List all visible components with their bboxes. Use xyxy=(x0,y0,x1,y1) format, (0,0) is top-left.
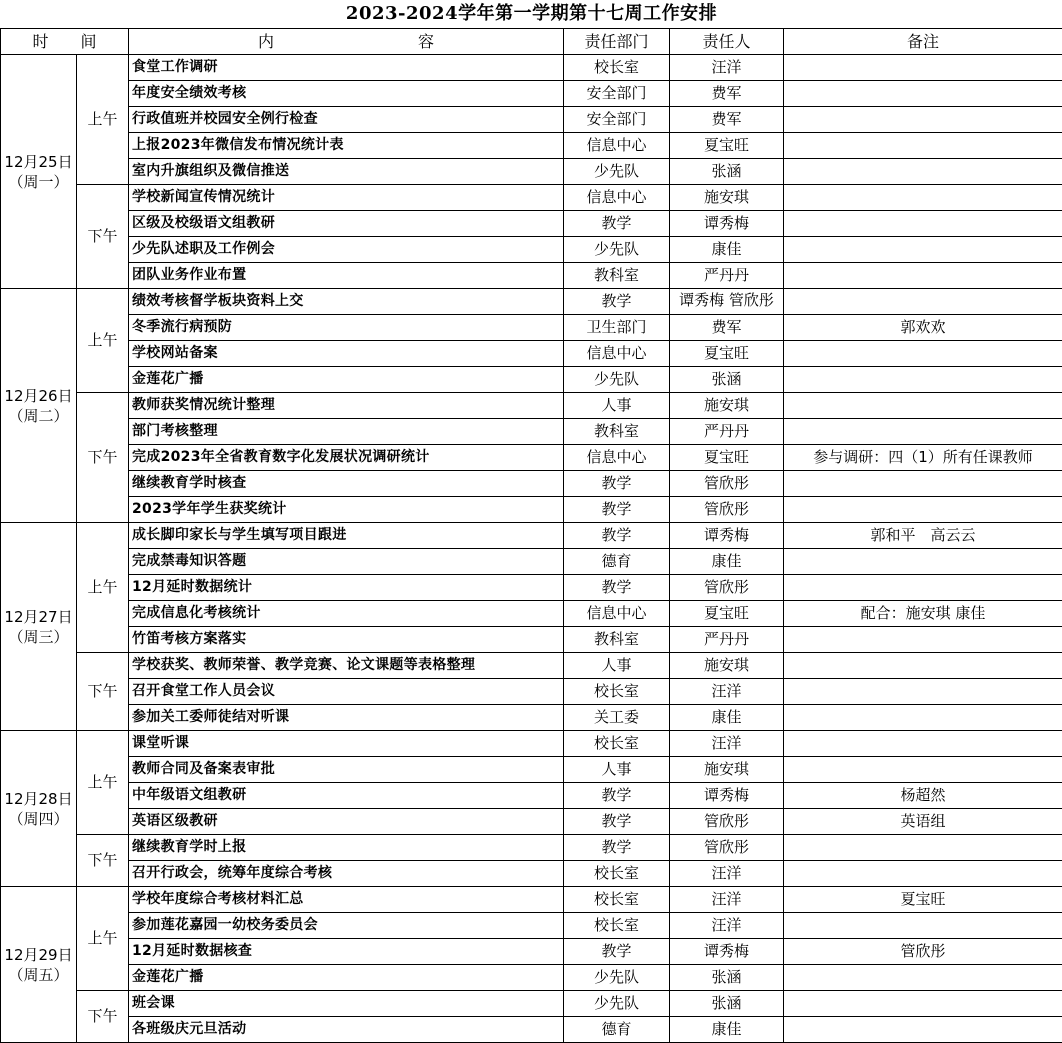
task-content: 金莲花广播 xyxy=(129,367,564,393)
task-dept: 校长室 xyxy=(564,913,670,939)
task-note xyxy=(784,289,1062,315)
table-row xyxy=(1,783,1062,809)
day-date: 12月26日 xyxy=(1,386,76,406)
task-person xyxy=(670,393,784,419)
task-person-text: 费军 xyxy=(711,110,741,128)
task-person xyxy=(670,887,784,913)
task-content: 继续教育学时上报 xyxy=(129,835,564,861)
task-person xyxy=(670,549,784,575)
table-row xyxy=(1,289,1062,315)
task-person-text: 管欣彤 xyxy=(704,812,749,830)
task-dept: 少先队 xyxy=(564,965,670,991)
task-person-text: 汪洋 xyxy=(711,864,741,882)
period-label: 下午 xyxy=(77,393,129,523)
task-person-text: 夏宝旺 xyxy=(704,604,749,622)
header-time: 时 间 xyxy=(1,29,129,55)
task-person xyxy=(670,263,784,289)
table-row xyxy=(1,211,1062,237)
task-content: 参加莲花嘉园一幼校务委员会 xyxy=(129,913,564,939)
task-person xyxy=(670,653,784,679)
period-label: 上午 xyxy=(77,55,129,185)
task-dept: 教学 xyxy=(564,523,670,549)
table-row xyxy=(1,653,1062,679)
day-weekday: （周一） xyxy=(1,172,76,192)
task-person-text: 谭秀梅 xyxy=(704,786,749,804)
task-content: 竹笛考核方案落实 xyxy=(129,627,564,653)
task-person xyxy=(670,289,784,315)
task-person-text: 施安琪 xyxy=(704,760,749,778)
table-row xyxy=(1,471,1062,497)
task-note xyxy=(784,133,1062,159)
task-dept: 教学 xyxy=(564,939,670,965)
task-person xyxy=(670,445,784,471)
task-person-text: 张涵 xyxy=(711,994,741,1012)
day-weekday: （周五） xyxy=(1,965,76,985)
task-person-text: 施安琪 xyxy=(704,188,749,206)
task-content: 继续教育学时核查 xyxy=(129,471,564,497)
task-person-text: 谭秀梅 管欣彤 xyxy=(670,291,783,309)
task-note xyxy=(784,913,1062,939)
task-content: 12月延时数据核查 xyxy=(129,939,564,965)
task-note xyxy=(784,549,1062,575)
task-content: 完成禁毒知识答题 xyxy=(129,549,564,575)
task-content: 冬季流行病预防 xyxy=(129,315,564,341)
period-label: 下午 xyxy=(77,991,129,1043)
task-person xyxy=(670,705,784,731)
task-person-text: 管欣彤 xyxy=(704,578,749,596)
task-content: 绩效考核督学板块资料上交 xyxy=(129,289,564,315)
table-row xyxy=(1,601,1062,627)
task-dept: 人事 xyxy=(564,757,670,783)
table-row xyxy=(1,731,1062,757)
task-person-text: 汪洋 xyxy=(711,58,741,76)
task-person xyxy=(670,367,784,393)
day-cell xyxy=(1,55,77,289)
task-note xyxy=(784,653,1062,679)
day-weekday: （周四） xyxy=(1,809,76,829)
task-person xyxy=(670,809,784,835)
table-row xyxy=(1,523,1062,549)
task-dept: 教科室 xyxy=(564,263,670,289)
table-row xyxy=(1,107,1062,133)
task-person xyxy=(670,55,784,81)
table-row xyxy=(1,679,1062,705)
task-person xyxy=(670,315,784,341)
table-row xyxy=(1,809,1062,835)
task-content: 食堂工作调研 xyxy=(129,55,564,81)
task-note xyxy=(784,263,1062,289)
task-content: 课堂听课 xyxy=(129,731,564,757)
task-person xyxy=(670,211,784,237)
day-weekday: （周三） xyxy=(1,627,76,647)
task-dept: 安全部门 xyxy=(564,81,670,107)
task-note: 管欣彤 xyxy=(784,939,1062,965)
task-person xyxy=(670,627,784,653)
task-person-text: 康佳 xyxy=(711,240,741,258)
table-row xyxy=(1,887,1062,913)
task-dept: 少先队 xyxy=(564,367,670,393)
task-person-text: 施安琪 xyxy=(704,656,749,674)
task-dept: 人事 xyxy=(564,393,670,419)
table-row xyxy=(1,393,1062,419)
task-dept: 教科室 xyxy=(564,627,670,653)
task-content: 班会课 xyxy=(129,991,564,1017)
task-person-text: 张涵 xyxy=(711,370,741,388)
task-dept: 少先队 xyxy=(564,237,670,263)
day-date: 12月29日 xyxy=(1,945,76,965)
task-note xyxy=(784,835,1062,861)
task-person-text: 严丹丹 xyxy=(704,266,749,284)
table-row xyxy=(1,81,1062,107)
task-note xyxy=(784,419,1062,445)
day-cell xyxy=(1,731,77,887)
task-dept: 教学 xyxy=(564,289,670,315)
task-person-text: 费军 xyxy=(711,318,741,336)
day-date: 12月28日 xyxy=(1,789,76,809)
task-dept: 少先队 xyxy=(564,159,670,185)
task-note xyxy=(784,679,1062,705)
task-dept: 德育 xyxy=(564,1017,670,1043)
task-person-text: 管欣彤 xyxy=(704,838,749,856)
task-note xyxy=(784,471,1062,497)
task-note xyxy=(784,159,1062,185)
task-person xyxy=(670,783,784,809)
task-dept: 信息中心 xyxy=(564,601,670,627)
task-note: 英语组 xyxy=(784,809,1062,835)
task-note: 杨超然 xyxy=(784,783,1062,809)
task-note: 郭和平 高云云 xyxy=(784,523,1062,549)
task-person xyxy=(670,679,784,705)
task-note xyxy=(784,731,1062,757)
task-dept: 教学 xyxy=(564,471,670,497)
task-person-text: 谭秀梅 xyxy=(704,214,749,232)
header-note: 备注 xyxy=(784,29,1062,55)
task-note xyxy=(784,575,1062,601)
task-person xyxy=(670,133,784,159)
task-content: 室内升旗组织及微信推送 xyxy=(129,159,564,185)
table-row xyxy=(1,705,1062,731)
task-person-text: 施安琪 xyxy=(704,396,749,414)
period-label: 上午 xyxy=(77,731,129,835)
task-dept: 教学 xyxy=(564,211,670,237)
table-row xyxy=(1,237,1062,263)
table-row xyxy=(1,55,1062,81)
task-dept: 关工委 xyxy=(564,705,670,731)
period-label: 上午 xyxy=(77,523,129,653)
task-person-text: 夏宝旺 xyxy=(704,344,749,362)
task-content: 召开食堂工作人员会议 xyxy=(129,679,564,705)
task-dept: 教科室 xyxy=(564,419,670,445)
task-note: 夏宝旺 xyxy=(784,887,1062,913)
table-row xyxy=(1,835,1062,861)
task-dept: 教学 xyxy=(564,497,670,523)
task-content: 部门考核整理 xyxy=(129,419,564,445)
task-person xyxy=(670,835,784,861)
task-note xyxy=(784,237,1062,263)
task-person xyxy=(670,575,784,601)
task-person-text: 汪洋 xyxy=(711,890,741,908)
table-row xyxy=(1,1017,1062,1043)
table-row xyxy=(1,861,1062,887)
day-weekday: （周二） xyxy=(1,406,76,426)
task-person xyxy=(670,471,784,497)
task-person-text: 谭秀梅 xyxy=(704,942,749,960)
task-content: 参加关工委师徒结对听课 xyxy=(129,705,564,731)
task-note: 配合：施安琪 康佳 xyxy=(784,601,1062,627)
task-note xyxy=(784,341,1062,367)
task-person xyxy=(670,757,784,783)
table-row xyxy=(1,549,1062,575)
task-person-text: 严丹丹 xyxy=(704,422,749,440)
task-dept: 信息中心 xyxy=(564,185,670,211)
day-date: 12月27日 xyxy=(1,607,76,627)
task-person-text: 汪洋 xyxy=(711,682,741,700)
period-label: 下午 xyxy=(77,653,129,731)
task-content: 学校网站备案 xyxy=(129,341,564,367)
task-note xyxy=(784,81,1062,107)
table-row xyxy=(1,419,1062,445)
task-person-text: 管欣彤 xyxy=(704,474,749,492)
header-person: 责任人 xyxy=(670,29,784,55)
task-dept: 信息中心 xyxy=(564,341,670,367)
task-person-text: 张涵 xyxy=(711,968,741,986)
table-row xyxy=(1,575,1062,601)
task-content: 成长脚印家长与学生填写项目跟进 xyxy=(129,523,564,549)
table-row xyxy=(1,939,1062,965)
task-person-text: 管欣彤 xyxy=(704,500,749,518)
task-note xyxy=(784,393,1062,419)
task-note xyxy=(784,211,1062,237)
task-content: 教师合同及备案表审批 xyxy=(129,757,564,783)
table-row xyxy=(1,367,1062,393)
table-row xyxy=(1,913,1062,939)
task-note xyxy=(784,107,1062,133)
day-cell xyxy=(1,289,77,523)
header-content: 内 容 xyxy=(129,29,564,55)
task-dept: 校长室 xyxy=(564,861,670,887)
task-dept: 校长室 xyxy=(564,887,670,913)
task-content: 区级及校级语文组教研 xyxy=(129,211,564,237)
task-dept: 卫生部门 xyxy=(564,315,670,341)
task-person xyxy=(670,185,784,211)
task-content: 完成2023年全省教育数字化发展状况调研统计 xyxy=(129,445,564,471)
header-row xyxy=(1,29,1062,55)
task-content: 行政值班并校园安全例行检查 xyxy=(129,107,564,133)
task-note xyxy=(784,991,1062,1017)
task-note xyxy=(784,497,1062,523)
period-label: 下午 xyxy=(77,835,129,887)
task-person-text: 谭秀梅 xyxy=(704,526,749,544)
task-note xyxy=(784,757,1062,783)
task-person-text: 汪洋 xyxy=(711,916,741,934)
task-content: 2023学年学生获奖统计 xyxy=(129,497,564,523)
task-content: 年度安全绩效考核 xyxy=(129,81,564,107)
task-person xyxy=(670,341,784,367)
task-person-text: 张涵 xyxy=(711,162,741,180)
task-person-text: 严丹丹 xyxy=(704,630,749,648)
title-row xyxy=(1,0,1062,29)
task-dept: 教学 xyxy=(564,835,670,861)
table-row xyxy=(1,133,1062,159)
task-dept: 信息中心 xyxy=(564,445,670,471)
task-person xyxy=(670,965,784,991)
task-content: 学校获奖、教师荣誉、教学竞赛、论文课题等表格整理 xyxy=(129,653,564,679)
task-note xyxy=(784,627,1062,653)
table-row xyxy=(1,341,1062,367)
task-content: 12月延时数据统计 xyxy=(129,575,564,601)
task-person xyxy=(670,939,784,965)
task-person xyxy=(670,419,784,445)
task-person xyxy=(670,913,784,939)
header-dept: 责任部门 xyxy=(564,29,670,55)
task-note xyxy=(784,367,1062,393)
table-row xyxy=(1,965,1062,991)
task-person-text: 汪洋 xyxy=(711,734,741,752)
task-note xyxy=(784,705,1062,731)
table-row xyxy=(1,263,1062,289)
task-person-text: 康佳 xyxy=(711,1020,741,1038)
period-label: 上午 xyxy=(77,289,129,393)
task-content: 教师获奖情况统计整理 xyxy=(129,393,564,419)
task-content: 完成信息化考核统计 xyxy=(129,601,564,627)
task-person xyxy=(670,861,784,887)
task-content: 学校年度综合考核材料汇总 xyxy=(129,887,564,913)
task-note: 郭欢欢 xyxy=(784,315,1062,341)
day-cell xyxy=(1,887,77,1043)
task-person-text: 费军 xyxy=(711,84,741,102)
task-dept: 德育 xyxy=(564,549,670,575)
task-content: 团队业务作业布置 xyxy=(129,263,564,289)
task-person xyxy=(670,991,784,1017)
task-dept: 安全部门 xyxy=(564,107,670,133)
task-content: 学校新闻宣传情况统计 xyxy=(129,185,564,211)
task-note xyxy=(784,1017,1062,1043)
task-content: 英语区级教研 xyxy=(129,809,564,835)
table-row xyxy=(1,315,1062,341)
task-content: 各班级庆元旦活动 xyxy=(129,1017,564,1043)
task-person xyxy=(670,1017,784,1043)
page-title: 2023-2024学年第一学期第十七周工作安排 xyxy=(1,0,1062,29)
task-person xyxy=(670,107,784,133)
task-note xyxy=(784,55,1062,81)
task-dept: 校长室 xyxy=(564,731,670,757)
period-label: 上午 xyxy=(77,887,129,991)
task-dept: 少先队 xyxy=(564,991,670,1017)
task-note xyxy=(784,861,1062,887)
task-note xyxy=(784,185,1062,211)
task-dept: 人事 xyxy=(564,653,670,679)
task-person-text: 康佳 xyxy=(711,708,741,726)
task-dept: 校长室 xyxy=(564,679,670,705)
day-date: 12月25日 xyxy=(1,152,76,172)
task-content: 上报2023年微信发布情况统计表 xyxy=(129,133,564,159)
task-person xyxy=(670,731,784,757)
task-content: 金莲花广播 xyxy=(129,965,564,991)
task-content: 中年级语文组教研 xyxy=(129,783,564,809)
table-row xyxy=(1,185,1062,211)
task-dept: 教学 xyxy=(564,575,670,601)
task-person xyxy=(670,81,784,107)
task-person-text: 夏宝旺 xyxy=(704,448,749,466)
task-person xyxy=(670,159,784,185)
task-person-text: 夏宝旺 xyxy=(704,136,749,154)
task-content: 召开行政会，统筹年度综合考核 xyxy=(129,861,564,887)
task-note: 参与调研：四（1）所有任课教师 xyxy=(784,445,1062,471)
table-row xyxy=(1,445,1062,471)
task-person xyxy=(670,601,784,627)
table-row xyxy=(1,497,1062,523)
table-row xyxy=(1,627,1062,653)
task-person xyxy=(670,523,784,549)
table-row xyxy=(1,159,1062,185)
task-person xyxy=(670,237,784,263)
table-row xyxy=(1,991,1062,1017)
task-person-text: 康佳 xyxy=(711,552,741,570)
task-note xyxy=(784,965,1062,991)
table-row xyxy=(1,757,1062,783)
task-dept: 校长室 xyxy=(564,55,670,81)
day-cell xyxy=(1,523,77,731)
task-dept: 信息中心 xyxy=(564,133,670,159)
task-dept: 教学 xyxy=(564,809,670,835)
task-person xyxy=(670,497,784,523)
task-content: 少先队述职及工作例会 xyxy=(129,237,564,263)
period-label: 下午 xyxy=(77,185,129,289)
task-dept: 教学 xyxy=(564,783,670,809)
